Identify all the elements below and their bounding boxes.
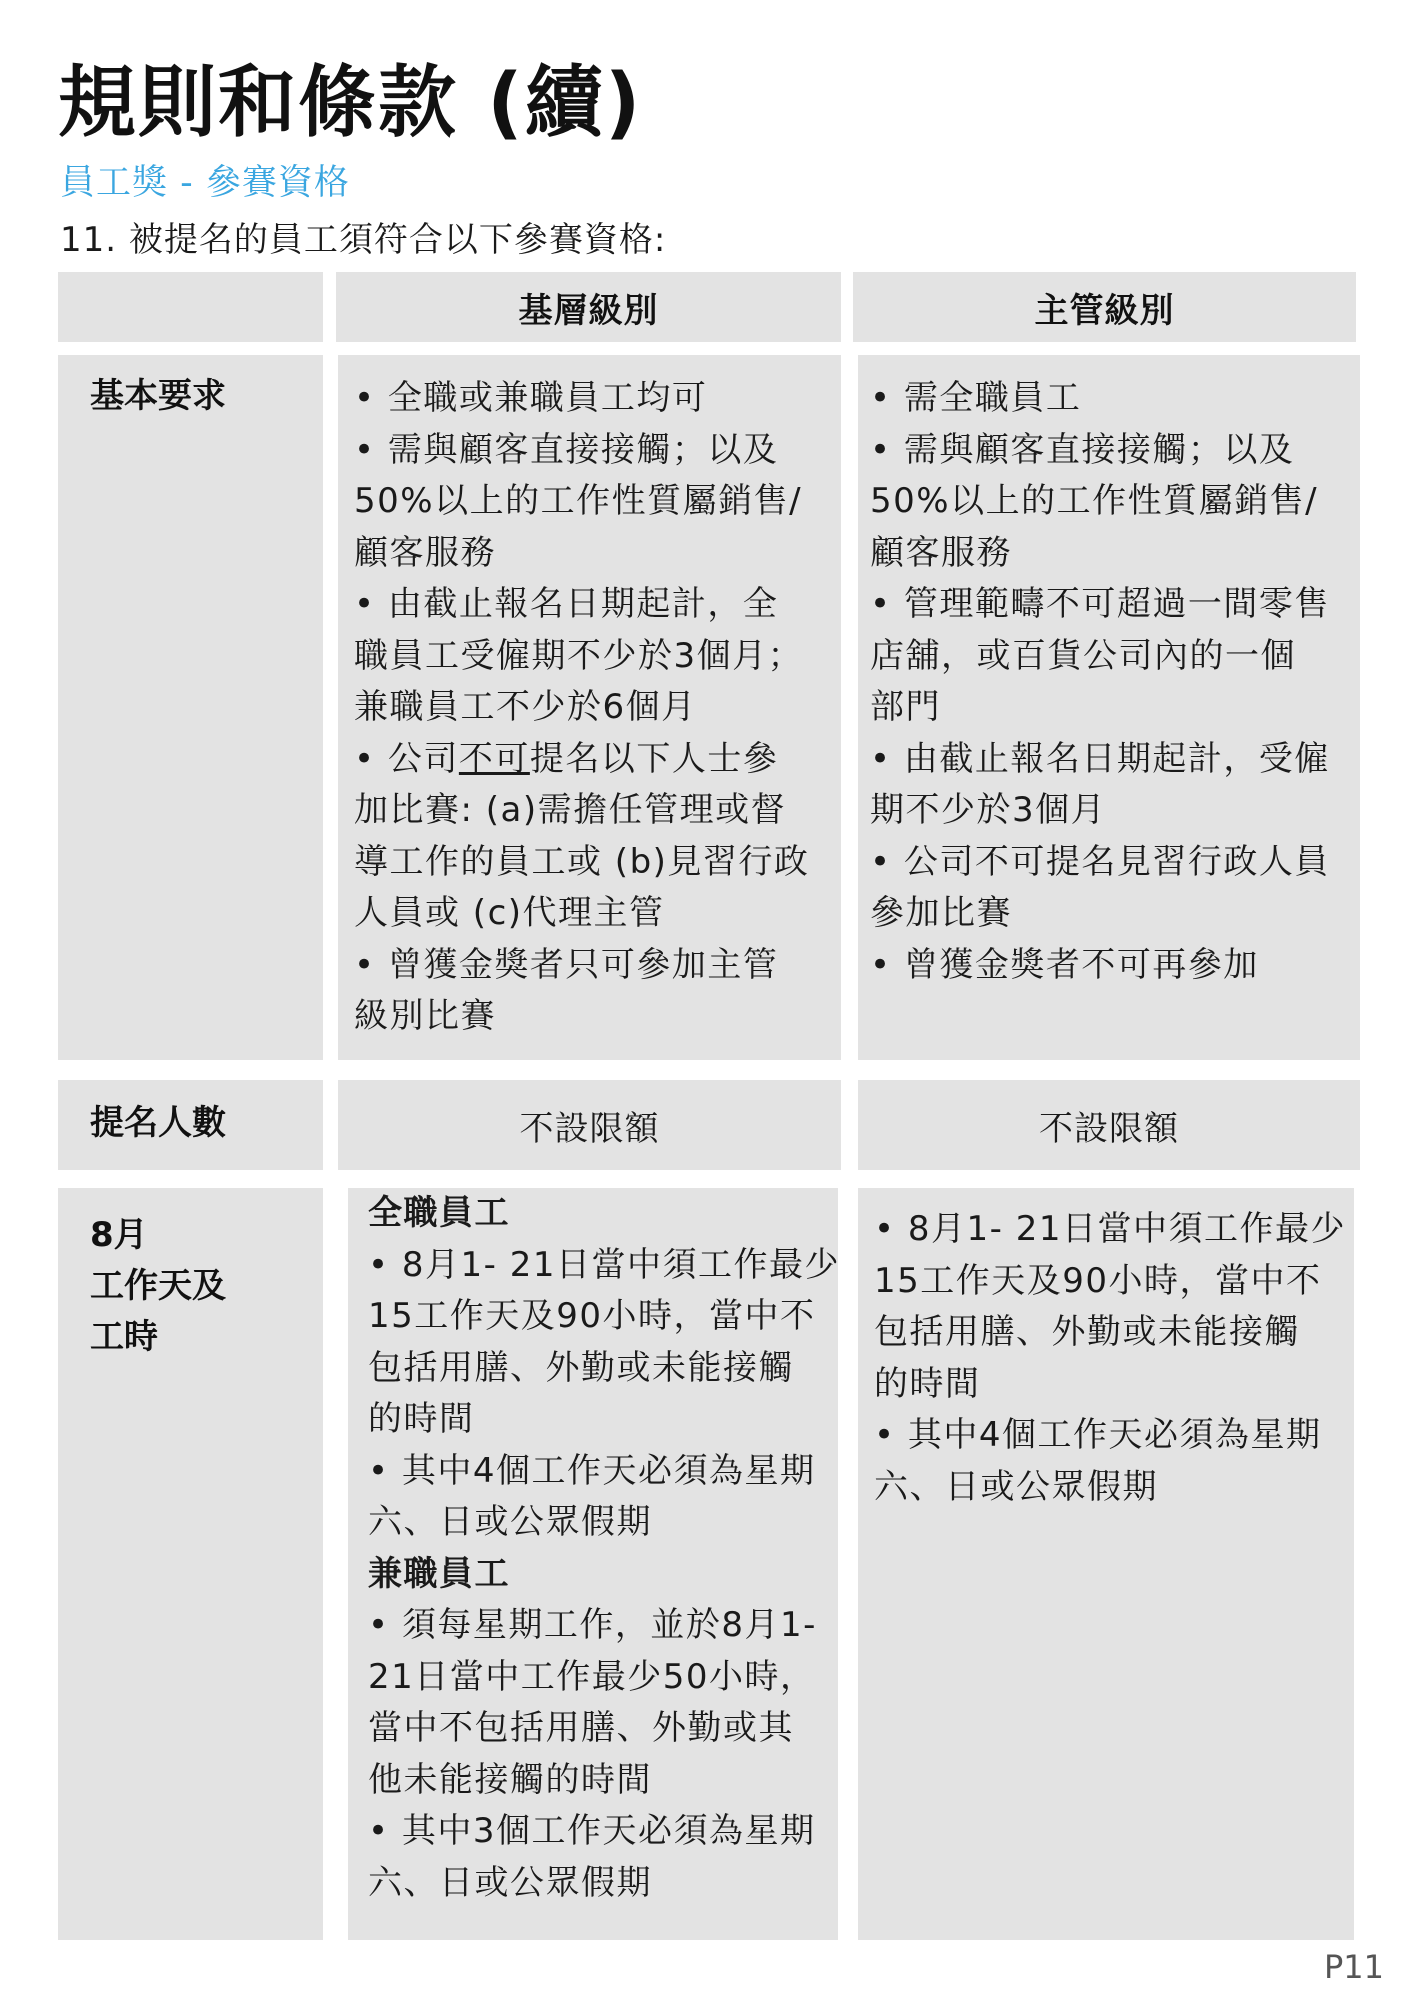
list-item: • 公司不可提名見習行政人員 bbox=[870, 841, 1330, 882]
section-subtitle: 員工獎 - 參賽資格 bbox=[60, 163, 350, 203]
section-heading: 全職員工 bbox=[368, 1193, 510, 1233]
list-item: 六、日或公眾假期 bbox=[368, 1862, 652, 1903]
page-number: P11 bbox=[1323, 1948, 1384, 1986]
list-item: 他未能接觸的時間 bbox=[368, 1759, 652, 1800]
list-item: 的時間 bbox=[874, 1363, 981, 1404]
list-item: 級別比賽 bbox=[354, 996, 496, 1036]
list-item: • 全職或兼職員工均可 bbox=[354, 378, 708, 418]
basic-supervisor-cell bbox=[858, 355, 1360, 1060]
header-frontline-label: 基層級別 bbox=[518, 290, 659, 331]
list-item: 兼職員工不少於6個月 bbox=[354, 687, 697, 727]
section-heading: 兼職員工 bbox=[368, 1553, 510, 1594]
list-item: 職員工受僱期不少於3個月； bbox=[354, 635, 804, 676]
list-item: • 其中4個工作天必須為星期 bbox=[874, 1415, 1322, 1455]
quota-frontline-cell: 不設限額 bbox=[338, 1080, 841, 1170]
list-item: 部門 bbox=[870, 687, 941, 727]
list-item: 包括用膳、外勤或未能接觸 bbox=[874, 1312, 1300, 1352]
list-item: • 公司不可提名以下人士參 bbox=[354, 738, 779, 779]
row-label-hours: 8月 工作天及 工時 bbox=[58, 1188, 323, 1940]
list-item: • 8月1- 21日當中須工作最少 bbox=[368, 1244, 840, 1285]
list-item: • 其中3個工作天必須為星期 bbox=[368, 1811, 816, 1851]
quota-supervisor-cell: 不設限額 bbox=[858, 1080, 1360, 1170]
list-item: 50%以上的工作性質屬銷售/ bbox=[870, 481, 1319, 521]
list-item: • 由截止報名日期起計，受僱 bbox=[870, 738, 1330, 779]
list-item: 的時間 bbox=[368, 1399, 475, 1439]
list-item: 店舖，或百貨公司內的一個 bbox=[870, 635, 1296, 676]
list-item: 參加比賽 bbox=[870, 893, 1012, 933]
list-item: • 由截止報名日期起計，全 bbox=[354, 584, 779, 624]
basic-frontline-cell bbox=[338, 355, 841, 1060]
list-item: 人員或 (c)代理主管 bbox=[354, 893, 665, 933]
list-item: • 曾獲金獎者不可再參加 bbox=[870, 944, 1259, 985]
list-item: 六、日或公眾假期 bbox=[874, 1466, 1158, 1507]
list-item: • 其中4個工作天必須為星期 bbox=[368, 1450, 816, 1491]
row-label-quota: 提名人數 bbox=[58, 1080, 323, 1170]
list-item: 期不少於3個月 bbox=[870, 790, 1107, 830]
list-item: 六、日或公眾假期 bbox=[368, 1502, 652, 1542]
list-item: • 需全職員工 bbox=[870, 378, 1082, 418]
hours-frontline-cell bbox=[348, 1188, 838, 1940]
row-label-basic: 基本要求 bbox=[58, 355, 323, 1060]
list-item: 導工作的員工或 (b)見習行政 bbox=[354, 841, 810, 882]
list-item: 當中不包括用膳、外勤或其 bbox=[368, 1708, 794, 1748]
header-supervisor-label: 主管級別 bbox=[1034, 290, 1175, 331]
list-item: 顧客服務 bbox=[354, 532, 496, 573]
list-item: 顧客服務 bbox=[870, 532, 1012, 573]
list-item: • 須每星期工作，並於8月1- bbox=[368, 1605, 817, 1645]
header-frontline bbox=[336, 272, 841, 342]
page-title: 規則和條款 (續) bbox=[58, 58, 643, 148]
hours-supervisor-cell bbox=[858, 1188, 1354, 1940]
list-item: • 需與顧客直接接觸；以及 bbox=[870, 429, 1295, 470]
list-item: 21日當中工作最少50小時， bbox=[368, 1656, 816, 1697]
header-supervisor bbox=[853, 272, 1356, 342]
list-item: 50%以上的工作性質屬銷售/ bbox=[354, 481, 803, 521]
list-item: 包括用膳、外勤或未能接觸 bbox=[368, 1347, 794, 1388]
list-item: 加比賽: (a)需擔任管理或督 bbox=[354, 790, 787, 830]
list-item: • 8月1- 21日當中須工作最少 bbox=[874, 1209, 1346, 1249]
intro-text: 11. 被提名的員工須符合以下參賽資格: bbox=[60, 220, 667, 260]
underlined-text: 不可 bbox=[458, 738, 530, 779]
list-item: 15工作天及90小時，當中不 bbox=[368, 1296, 816, 1336]
list-item: • 曾獲金獎者只可參加主管 bbox=[354, 944, 779, 985]
list-item: 15工作天及90小時，當中不 bbox=[874, 1260, 1322, 1301]
list-item: • 需與顧客直接接觸；以及 bbox=[354, 429, 779, 470]
header-empty-cell bbox=[58, 272, 323, 342]
list-item: • 管理範疇不可超過一間零售 bbox=[870, 584, 1330, 624]
